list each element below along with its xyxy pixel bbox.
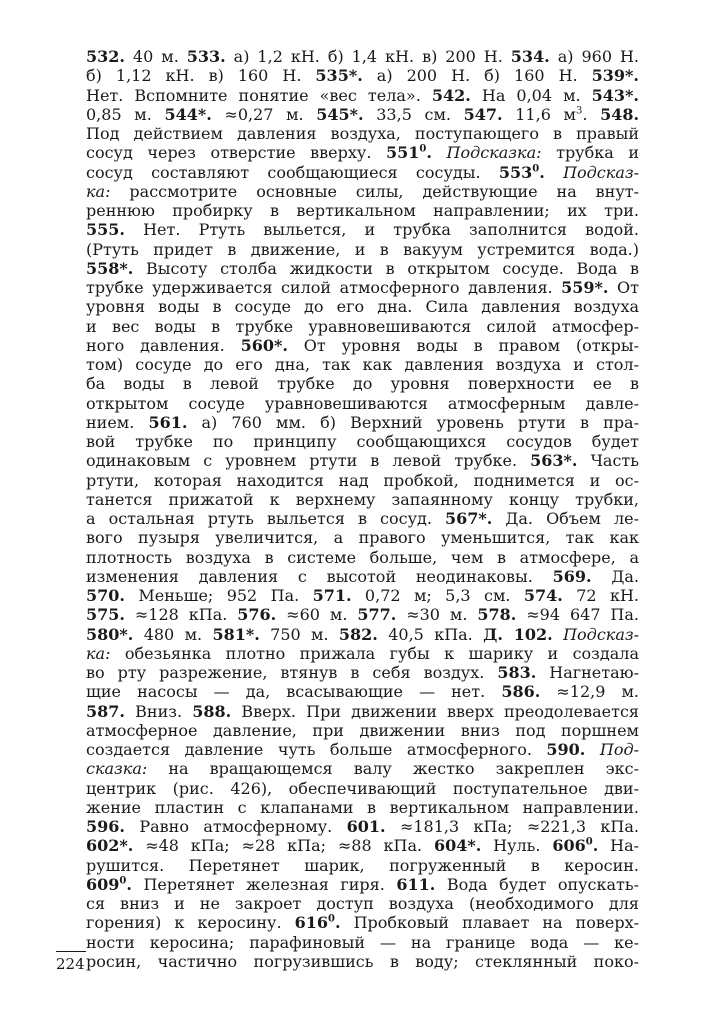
text-line: 570. Меньше; 952 Па. 571. 0,72 м; 5,3 см. 574. 72 кН. [86,586,639,605]
text-line: ности керосина; парафиновый — на границе вода — ке- [86,932,639,952]
text-line: открытом сосуде уравновешиваются атмосферным давле- [86,393,639,413]
text-line: сказка: на вращающемся валу жестко закреплен экс- [86,759,639,779]
text-line: а остальная ртуть выльется в сосуд. 567*. Да. Объем ле- [86,509,639,528]
text-line: Под действием давления воздуха, поступающего в правый [86,124,639,143]
text-line: 596. Равно атмосферному. 601. ≈181,3 кПа; ≈221,3 кПа. [86,817,639,836]
text-line: 555. Нет. Ртуть выльется, и трубка заполнится водой. [86,220,639,240]
text-line: атмосферное давление, при движении вниз под поршнем [86,720,639,740]
text-line: одинаковым с уровнем ртути в левой трубке. 563*. Часть [86,451,639,471]
text-line: 575. ≈128 кПа. 576. ≈60 м. 577. ≈30 м. 578. ≈94 647 Па. [86,605,639,625]
text-line: ся вниз и не закроет доступ воздуха (необходимого для [86,894,639,913]
text-line: создается давление чуть больше атмосферного. 590. Под- [86,740,639,759]
text-line: реннюю пробирку в вертикальном направлении; их три. [86,201,639,220]
text-line: 558*. Высоту столба жидкости в открытом сосуде. Вода в [86,258,639,278]
text-line: рушится. Перетянет шарик, погруженный в керосин. [86,855,639,875]
text-line: ртути, которая находится над пробкой, поднимется и ос- [86,470,639,490]
text-line: уровня воды в сосуде до его дна. Сила давления воздуха [86,297,639,317]
text-line: танется прижатой к верхнему запаянному концу трубки, [86,489,639,509]
text-line: б) 1,12 кН. в) 160 Н. 535*. а) 200 Н. б) 160 Н. 539*. [86,66,639,86]
text-line: щие насосы — да, всасывающие — нет. 586. ≈12,9 м. [86,682,639,702]
text-line: ка: рассмотрите основные силы, действующие на внут- [86,181,639,201]
text-line: 580*. 480 м. 581*. 750 м. 582. 40,5 кПа. Д. 102. Подсказ- [86,624,639,644]
answers-text [86,47,639,971]
text-line: ка: обезьянка плотно прижала губы к шарику и создала [86,643,639,663]
text-line: 587. Вниз. 588. Вверх. При движении вверх преодолевается [86,701,639,721]
text-line: трубке удерживается силой атмосферного давления. 559*. От [86,278,639,297]
text-line: вой трубке по принципу сообщающихся сосудов будет [86,432,639,451]
text-line: во рту разрежение, втянув в себя воздух. 583. Нагнетаю- [86,663,639,682]
text-line: Нет. Вспомните понятие «вес тела». 542. На 0,04 м. 543*. [86,85,639,105]
text-line: сосуд составляют сообщающиеся сосуды. $553^0$. Подсказ- [86,162,639,182]
text-line: плотность воздуха в системе больше, чем в атмосфере, а [86,547,639,567]
text-line: изменения давления с высотой неодинаковы. 569. Да. [86,566,639,586]
text-line: ного давления. 560*. От уровня воды в правом (откры- [86,335,639,355]
text-line: вого пузыря увеличится, а правого уменьшится, так как [86,528,639,548]
text-line: 0,85 м. 544*. ≈0,27 м. 545*. 33,5 см. 547. 11,6 $м^3$. 548. [86,104,639,124]
text-line: жение пластин с клапанами в вертикальном направлении. [86,797,639,817]
text-line: центрик (рис. 426), обеспечивающий поступательное дви- [86,778,639,798]
text-line: горения) к керосину. $616^0$. Пробковый плавает на поверх- [86,913,639,933]
text-line: том) сосуде до его дна, так как давления воздуха и стол- [86,355,639,374]
footer-rule [56,951,86,952]
text-line: 602*. ≈48 кПа; ≈28 кПа; ≈88 кПа. 604*. Нуль. $606^0$. На- [86,836,639,856]
text-line: (Ртуть придет в движение, и в вакуум устремится вода.) [86,239,639,259]
text-line: сосуд через отверстие вверху. $551^0$. Подсказка: трубка и [86,143,639,163]
text-line: $609^0$. Перетянет железная гиря. 611. Вода будет опускать- [86,874,639,894]
text-line: росин, частично погрузившись в воду; стеклянный поко- [86,951,639,971]
text-line: 532. 40 м. 533. а) 1,2 кН. б) 1,4 кН. в) 200 Н. 534. а) 960 Н. [86,47,639,66]
page-number: 224 [56,955,85,973]
text-line: ба воды в левой трубке до уровня поверхности ее в [86,374,639,394]
text-line: и вес воды в трубке уравновешиваются силой атмосфер- [86,316,639,336]
text-line: нием. 561. а) 760 мм. б) Верхний уровень ртути в пра- [86,412,639,432]
